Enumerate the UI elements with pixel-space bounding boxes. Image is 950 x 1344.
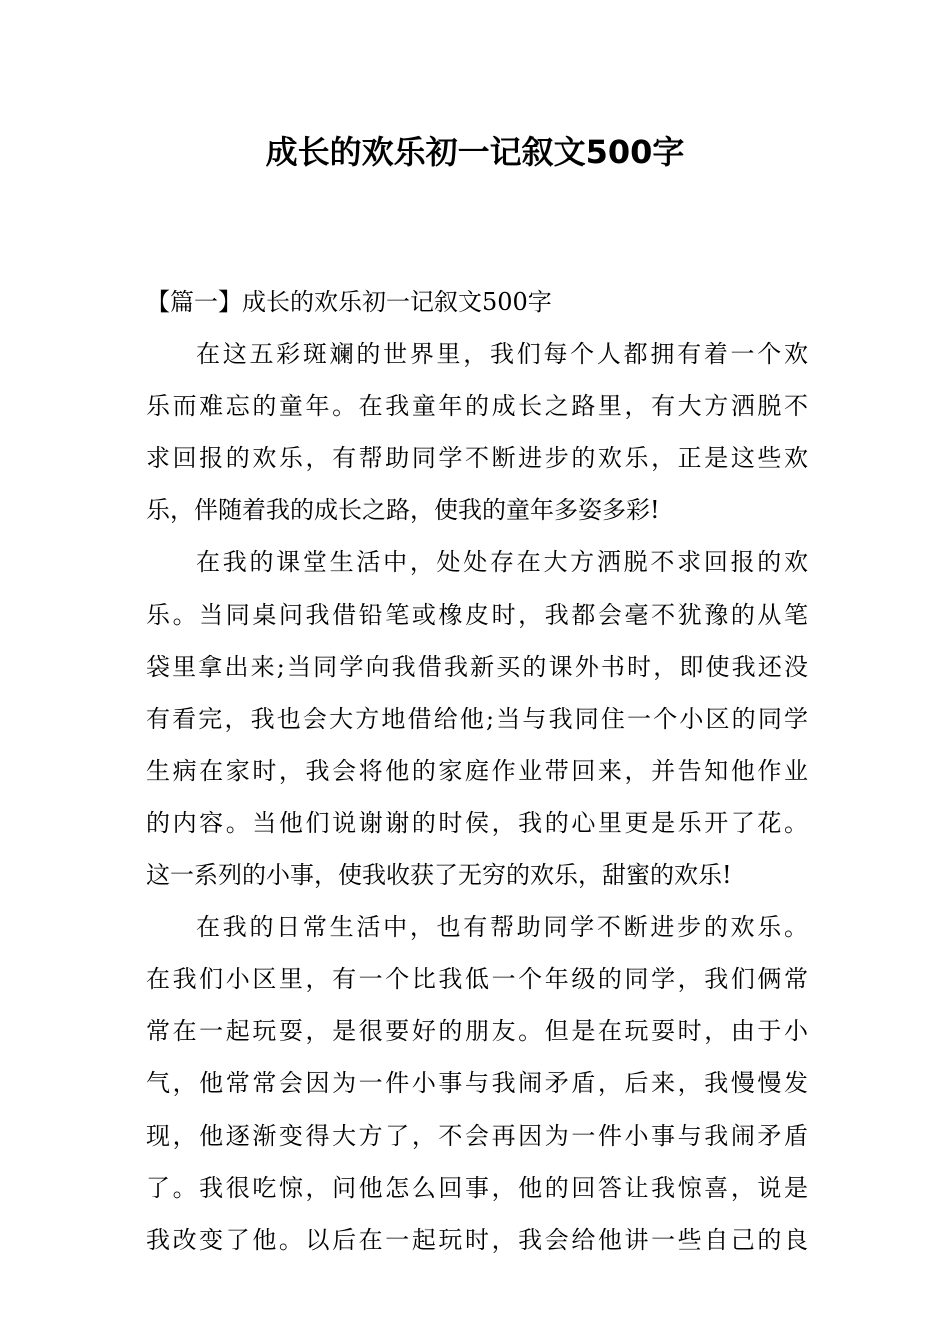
paragraph-3 bbox=[146, 901, 808, 1266]
text-line: 这一系列的小事，使我收获了无穷的欢乐，甜蜜的欢乐! bbox=[146, 861, 732, 890]
text-line: 在我的日常生活中，也有帮助同学不断进步的欢乐。 bbox=[196, 913, 808, 942]
text-line: 乐而难忘的童年。在我童年的成长之路里，有大方洒脱不 bbox=[146, 392, 808, 421]
text-line: 乐，伴随着我的成长之路，使我的童年多姿多彩! bbox=[146, 496, 660, 525]
text-line: 有看完，我也会大方地借给他;当与我同住一个小区的同学 bbox=[146, 704, 808, 733]
paragraph-1 bbox=[146, 328, 808, 536]
text-line: 现，他逐渐变得大方了，不会再因为一件小事与我闹矛盾 bbox=[146, 1121, 808, 1150]
text-line: 常在一起玩耍，是很要好的朋友。但是在玩耍时，由于小 bbox=[146, 1017, 808, 1046]
paragraph-2 bbox=[146, 536, 808, 901]
section-heading: 【篇一】成长的欢乐初一记叙文500字 bbox=[146, 288, 552, 316]
text-line: 求回报的欢乐，有帮助同学不断进步的欢乐，正是这些欢 bbox=[146, 444, 808, 473]
document-body bbox=[146, 276, 808, 1266]
text-line: 我改变了他。以后在一起玩时，我会给他讲一些自己的良 bbox=[146, 1225, 808, 1254]
text-line: 在这五彩斑斓的世界里，我们每个人都拥有着一个欢 bbox=[196, 340, 808, 369]
text-line: 生病在家时，我会将他的家庭作业带回来，并告知他作业 bbox=[146, 756, 808, 785]
text-line: 袋里拿出来;当同学向我借我新买的课外书时，即使我还没 bbox=[146, 652, 808, 681]
text-line: 气，他常常会因为一件小事与我闹矛盾，后来，我慢慢发 bbox=[146, 1069, 808, 1098]
document-title: 成长的欢乐初一记叙文500字 bbox=[265, 133, 685, 171]
text-line: 乐。当同桌问我借铅笔或橡皮时，我都会毫不犹豫的从笔 bbox=[146, 600, 808, 629]
text-line: 在我的课堂生活中，处处存在大方洒脱不求回报的欢 bbox=[196, 548, 808, 577]
text-line: 了。我很吃惊，问他怎么回事，他的回答让我惊喜，说是 bbox=[146, 1173, 808, 1202]
text-line: 的内容。当他们说谢谢的时侯，我的心里更是乐开了花。 bbox=[146, 808, 808, 837]
text-line: 在我们小区里，有一个比我低一个年级的同学，我们俩常 bbox=[146, 965, 808, 994]
